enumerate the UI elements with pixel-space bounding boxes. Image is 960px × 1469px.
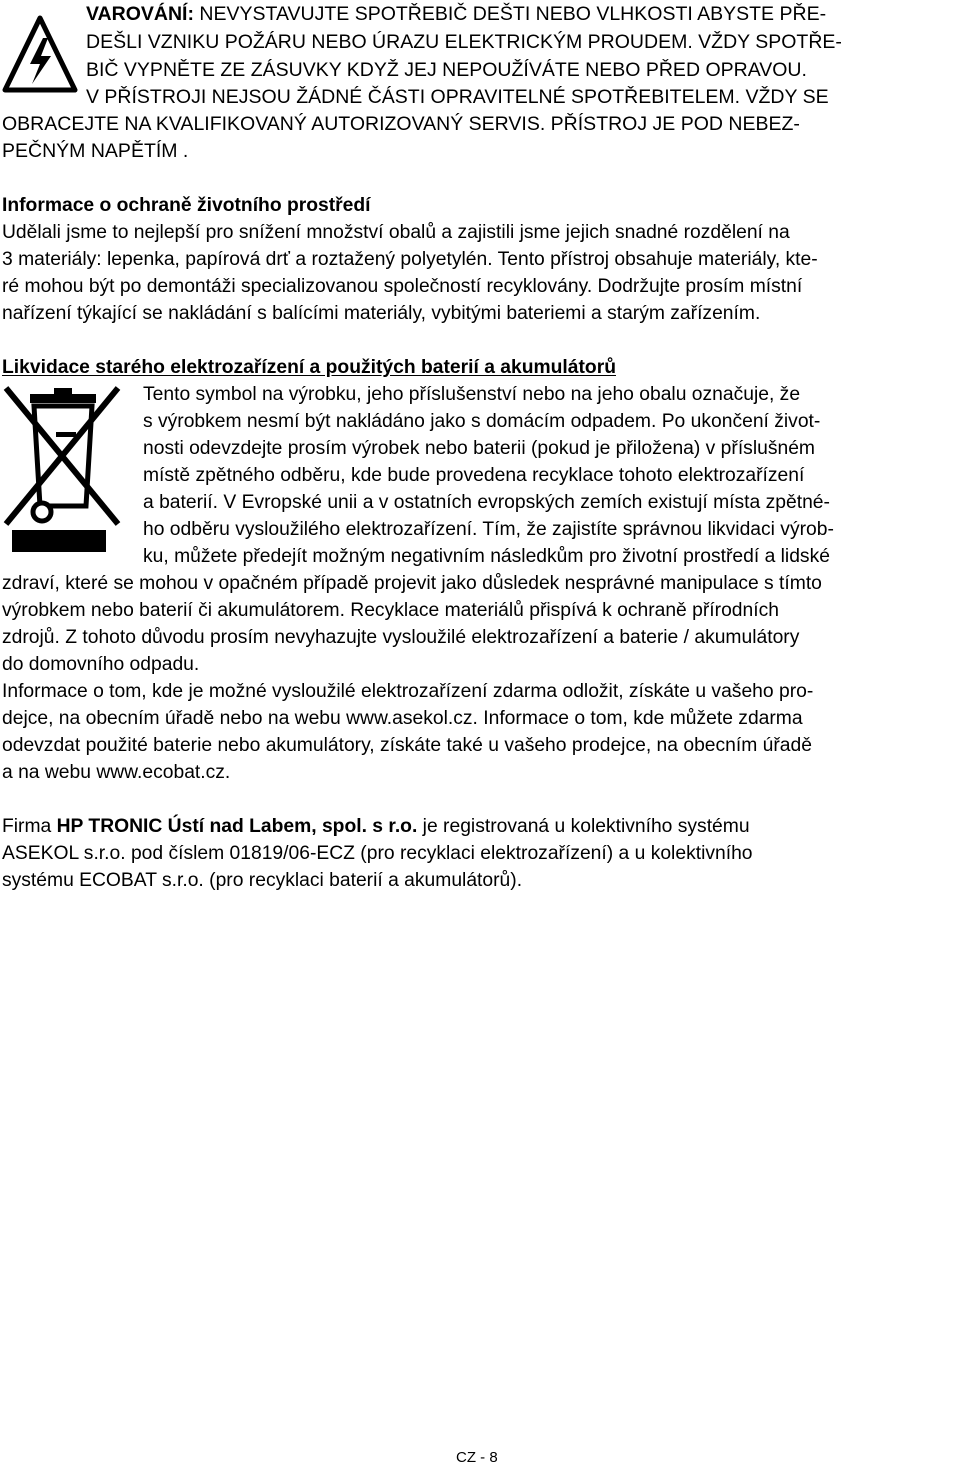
high-voltage-warning-icon bbox=[2, 14, 78, 94]
firm-line: systému ECOBAT s.r.o. (pro recyklaci baterií a akumulátorů). bbox=[2, 870, 523, 891]
environment-line: ré mohou být po demontáži specializovanou společností recyklovány. Dodržujte prosím místní bbox=[2, 276, 803, 297]
disposal-info-line: dejce, na obecním úřadě nebo na webu www.asekol.cz. Informace o tom, kde můžete zdarma bbox=[2, 708, 803, 729]
disposal-heading: Likvidace starého elektrozařízení a použitých baterií a akumulátorů bbox=[2, 357, 616, 378]
environment-heading: Informace o ochraně životního prostředí bbox=[2, 195, 371, 216]
warning-line: PEČNÝM NAPĚTÍM . bbox=[2, 140, 189, 162]
disposal-line: ku, můžete předejít možným negativním následkům pro životní prostředí a lidské bbox=[143, 546, 830, 567]
disposal-line: zdrojů. Z tohoto důvodu prosím nevyhazujte vysloužilé elektrozařízení a baterie / akumulátory bbox=[2, 627, 800, 648]
warning-line: V PŘÍSTROJI NEJSOU ŽÁDNÉ ČÁSTI OPRAVITELNÉ SPOTŘEBITELEM. VŽDY SE bbox=[86, 86, 829, 108]
warning-line: BIČ VYPNĚTE ZE ZÁSUVKY KDYŽ JEJ NEPOUŽÍVÁTE NEBO PŘED OPRAVOU. bbox=[86, 59, 807, 81]
warning-line: OBRACEJTE NA KVALIFIKOVANÝ AUTORIZOVANÝ SERVIS. PŘÍSTROJ JE POD NEBEZ- bbox=[2, 113, 800, 135]
disposal-line: zdraví, které se mohou v opačném případě projevit jako důsledek nesprávné manipulace s tímto bbox=[2, 573, 822, 594]
disposal-line: výrobkem nebo baterií či akumulátorem. Recyklace materiálů přispívá k ochraně přírodních bbox=[2, 600, 779, 621]
firm-line: ASEKOL s.r.o. pod číslem 01819/06-ECZ (pro recyklaci elektrozařízení) a u kolektivního bbox=[2, 843, 753, 864]
warning-line: DEŠLI VZNIKU POŽÁRU NEBO ÚRAZU ELEKTRICKÝM PROUDEM. VŽDY SPOTŘE- bbox=[86, 31, 842, 53]
environment-line: Udělali jsme to nejlepší pro snížení množství obalů a zajistili jsme jejich snadné rozdělení na bbox=[2, 222, 790, 243]
firm-name: HP TRONIC Ústí nad Labem, spol. s r.o. bbox=[56, 816, 418, 837]
warning-line: NEVYSTAVUJTE SPOTŘEBIČ DEŠTI NEBO VLHKOSTI ABYSTE PŘE- bbox=[193, 3, 827, 25]
disposal-info-line: Informace o tom, kde je možné vysloužilé elektrozařízení zdarma odložit, získáte u vašeho pro- bbox=[2, 681, 814, 702]
disposal-line: a baterií. V Evropské unii a v ostatních evropských zemích existují místa zpětné- bbox=[143, 492, 830, 513]
firm-suffix: je registrovaná u kolektivního systému bbox=[417, 816, 750, 837]
disposal-line: Tento symbol na výrobku, jeho příslušenství nebo na jeho obalu označuje, že bbox=[143, 384, 801, 405]
disposal-line: nosti odevzdejte prosím výrobek nebo baterii (pokud je přiložena) v příslušném bbox=[143, 438, 815, 459]
warning-label: VAROVÁNÍ: bbox=[86, 3, 194, 25]
environment-line: 3 materiály: lepenka, papírová drť a roztažený polyetylén. Tento přístroj obsahuje materiály, kte- bbox=[2, 249, 818, 270]
disposal-info-line: a na webu www.ecobat.cz. bbox=[2, 762, 231, 783]
page-number: CZ - 8 bbox=[456, 1449, 498, 1466]
firm-prefix: Firma bbox=[2, 816, 57, 837]
disposal-info-line: odevzdat použité baterie nebo akumulátory, získáte také u vašeho prodejce, na obecním úřadě bbox=[2, 735, 812, 756]
crossed-out-wheelie-bin-icon bbox=[2, 384, 122, 560]
environment-line: nařízení týkající se nakládání s balícími materiály, vybitými bateriemi a starým zařízením. bbox=[2, 303, 761, 324]
disposal-line: do domovního odpadu. bbox=[2, 654, 200, 675]
disposal-line: místě zpětného odběru, kde bude provedena recyklace tohoto elektrozařízení bbox=[143, 465, 805, 486]
disposal-line: ho odběru vysloužilého elektrozařízení. Tím, že zajistíte správnou likvidaci výrob- bbox=[143, 519, 834, 540]
disposal-line: s výrobkem nesmí být nakládáno jako s domácím odpadem. Po ukončení život- bbox=[143, 411, 821, 432]
